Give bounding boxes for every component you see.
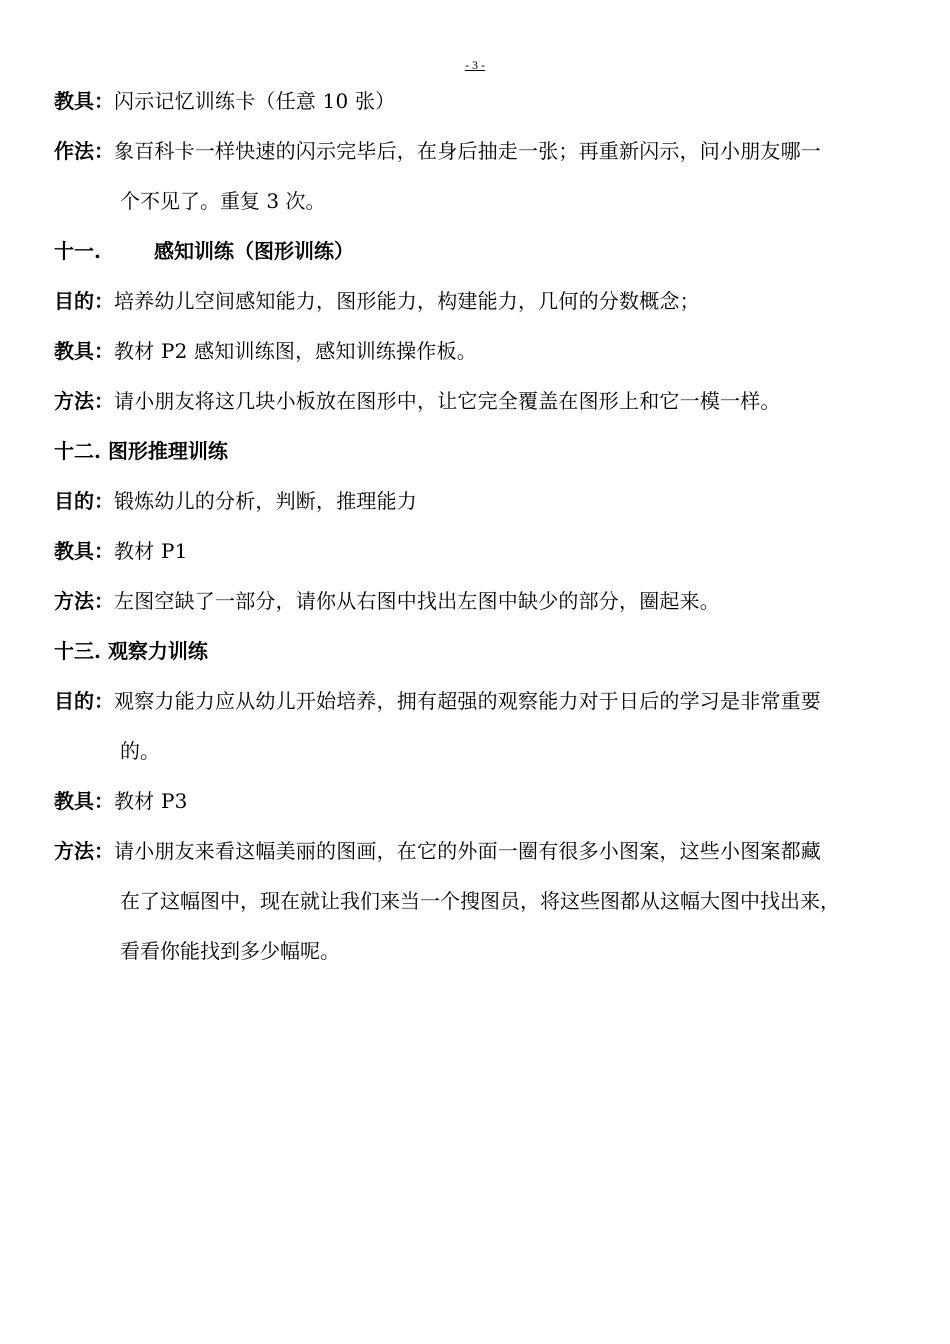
paragraph-label: 方法： xyxy=(54,389,114,413)
teaching-aid-paragraph xyxy=(54,776,910,826)
method-paragraph xyxy=(54,376,910,426)
method-paragraph xyxy=(54,126,910,176)
section-number: 十二. xyxy=(54,439,101,463)
goal-paragraph xyxy=(54,676,910,726)
paragraph-label: 作法： xyxy=(54,139,114,163)
goal-paragraph xyxy=(54,276,910,326)
paragraph-continuation: 看看你能找到多少幅呢。 xyxy=(120,939,340,963)
paragraph-text: 教材 P2 感知训练图，感知训练操作板。 xyxy=(114,339,477,363)
paragraph-text: 教材 P1 xyxy=(114,539,188,563)
paragraph-continuation: 在了这幅图中，现在就让我们来当一个搜图员，将这些图都从这幅大图中找出来， xyxy=(120,889,840,913)
teaching-aid-paragraph xyxy=(54,526,910,576)
paragraph-label: 教具： xyxy=(54,539,114,563)
paragraph-label: 方法： xyxy=(54,589,114,613)
section-title: 图形推理训练 xyxy=(107,439,228,463)
page-number: - 3 - xyxy=(465,58,485,72)
paragraph-continuation: 的。 xyxy=(120,739,160,763)
paragraph-text: 象百科卡一样快速的闪示完毕后，在身后抽走一张；再重新闪示，问小朋友哪一 xyxy=(114,139,821,163)
paragraph-text: 锻炼幼儿的分析，判断，推理能力 xyxy=(114,489,417,513)
method-paragraph xyxy=(54,826,910,876)
paragraph-label: 教具： xyxy=(54,789,114,813)
section-heading-12 xyxy=(54,426,910,476)
paragraph-text: 观察力能力应从幼儿开始培养，拥有超强的观察能力对于日后的学习是非常重要 xyxy=(114,689,821,713)
section-heading-13 xyxy=(54,626,910,676)
paragraph-text: 请小朋友将这几块小板放在图形中，让它完全覆盖在图形上和它一模一样。 xyxy=(114,389,781,413)
section-title: 观察力训练 xyxy=(107,639,208,663)
paragraph-text: 左图空缺了一部分，请你从右图中找出左图中缺少的部分，圈起来。 xyxy=(114,589,720,613)
section-number: 十一. xyxy=(54,239,101,263)
paragraph-continuation: 个不见了。重复 3 次。 xyxy=(120,189,326,213)
paragraph-text: 闪示记忆训练卡（任意 10 张） xyxy=(114,89,396,113)
paragraph-label: 教具： xyxy=(54,339,114,363)
paragraph-label: 目的： xyxy=(54,689,114,713)
method-paragraph xyxy=(54,576,910,626)
teaching-aid-paragraph xyxy=(54,326,910,376)
section-title: 感知训练（图形训练） xyxy=(154,239,354,263)
paragraph-label: 目的： xyxy=(54,289,114,313)
paragraph-label: 方法： xyxy=(54,839,114,863)
section-heading-11 xyxy=(54,226,910,276)
paragraph-text: 教材 P3 xyxy=(114,789,188,813)
section-number: 十三. xyxy=(54,639,101,663)
paragraph-label: 目的： xyxy=(54,489,114,513)
paragraph-text: 请小朋友来看这幅美丽的图画，在它的外面一圈有很多小图案，这些小图案都藏 xyxy=(114,839,821,863)
document-body xyxy=(54,76,910,976)
paragraph-label: 教具： xyxy=(54,89,114,113)
teaching-aid-paragraph xyxy=(54,76,910,126)
paragraph-text: 培养幼儿空间感知能力，图形能力，构建能力，几何的分数概念； xyxy=(114,289,700,313)
goal-paragraph xyxy=(54,476,910,526)
